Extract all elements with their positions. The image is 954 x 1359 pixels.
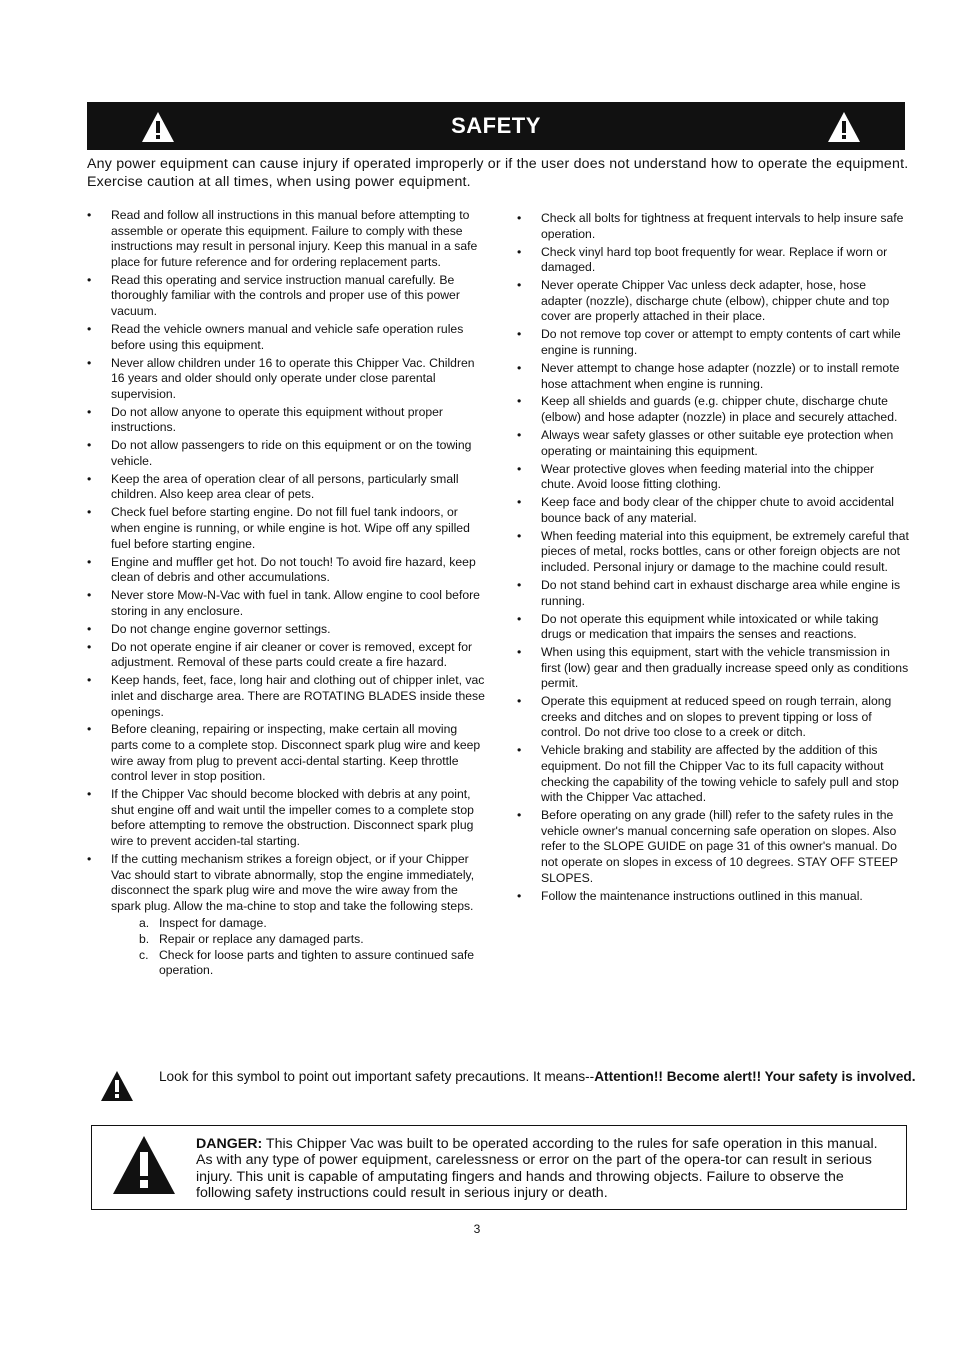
rule-text: Do not allow passengers to ride on this equipment or on the towing vehicle. (111, 438, 472, 468)
rule-text: Keep hands, feet, face, long hair and clothing out of chipper inlet, vac inlet and discharge area. There are ROTATING BLADES inside these openings. (111, 673, 485, 719)
rule-text: When feeding material into this equipment, be extremely careful that pieces of metal, rocks bottles, cans or other foreign objects are not included. Personal injury or damage to the machine could result. (541, 528, 909, 574)
bullet-icon: • (87, 673, 92, 688)
bullet-icon: • (517, 211, 522, 225)
attention-emphasis: Attention!! Become alert!! Your safety is involved. (594, 1069, 916, 1084)
danger-text (196, 1136, 896, 1202)
danger-box (91, 1125, 907, 1210)
rule-text: If the Chipper Vac should become blocked with debris at any point, shut engine off and wait until the impeller comes to a complete stop before attempting to remove the obstruction. Disconnect spark plug wire to prevent acciden-tal starting. (111, 787, 474, 849)
rule-item (87, 405, 487, 436)
rule-item (87, 356, 487, 403)
bullet-icon: • (517, 528, 522, 543)
rule-text: Read and follow all instructions in this manual before attempting to assemble or operate this equipment. Failure to comply with these instructions may result in personal injury. Keep this manual in a safe place for future reference and for ordering replacement parts. (111, 208, 478, 269)
bullet-icon: • (87, 272, 92, 287)
page-number: 3 (473, 1222, 481, 1236)
rule-item (517, 428, 909, 459)
banner-title: SAFETY (451, 113, 541, 138)
rule-item (87, 588, 487, 619)
attention-note (100, 1068, 920, 1104)
bullet-icon: • (87, 404, 92, 419)
rule-text: Keep all shields and guards (e.g. chipper chute, discharge chute (elbow) and hose adapter (nozzle) in place and securely attached. (541, 394, 898, 425)
rule-text: Do not change engine governor settings. (111, 621, 331, 636)
rule-item (517, 889, 909, 905)
bullet-icon: • (87, 621, 92, 636)
rule-item (517, 612, 909, 643)
warning-triangle-icon (100, 1070, 134, 1102)
danger-body: This Chipper Vac was built to be operated according to the rules for safe operation in this manual. As with any type of power equipment, carelessness or error on the part of the opera-tor can result in serious injury. This unit is capable of amputating fingers and hands and throwing objects. Failure to observe the following safety instructions could result in serious injury or death. (196, 1136, 878, 1202)
rule-item (87, 438, 487, 469)
sub-step (139, 948, 487, 979)
rule-text: Operate this equipment at reduced speed on rough terrain, along creeks and ditches and on slopes to prevent tipping or loss of control. Do not drive too close to a creek or ditch. (541, 694, 892, 740)
bullet-icon: • (517, 694, 522, 709)
rule-text: Before cleaning, repairing or inspecting, make certain all moving parts come to a complete stop. Disconnect spark plug wire and keep wire away from plug to prevent acci-dental starting. Keep throttle control lever in stop position. (111, 722, 481, 784)
rule-item (517, 694, 909, 741)
bullet-icon: • (517, 645, 522, 660)
rule-text: Never attempt to change hose adapter (nozzle) or to install remote hose attachment when engine is running. (541, 360, 900, 391)
bullet-icon: • (87, 787, 92, 802)
rule-item (517, 529, 909, 576)
rule-item (87, 208, 487, 270)
rule-item (87, 722, 487, 784)
bullet-icon: • (87, 852, 92, 867)
bullet-icon: • (87, 554, 92, 569)
rule-item (517, 327, 909, 358)
sub-step-text: Repair or replace any damaged parts. (159, 931, 364, 946)
rule-text: Check all bolts for tightness at frequent intervals to help insure safe operation. (541, 211, 904, 241)
bullet-icon: • (517, 808, 522, 823)
sub-step-marker: b. (139, 931, 150, 946)
rule-text: Read the vehicle owners manual and vehicle safe operation rules before using this equipment. (111, 321, 464, 352)
rule-item (517, 211, 909, 242)
warning-triangle-icon (111, 1134, 177, 1196)
rule-text: Keep the area of operation clear of all persons, particularly small children. Also keep area clear of pets. (111, 471, 459, 502)
bullet-icon: • (87, 208, 92, 222)
rule-text: Do not stand behind cart in exhaust discharge area while engine is running. (541, 577, 901, 608)
safety-rules-right-column (517, 211, 909, 907)
warning-triangle-icon (827, 111, 861, 143)
sub-steps-list (139, 916, 487, 978)
safety-rules-left-column (87, 208, 487, 981)
rule-text: Before operating on any grade (hill) refer to the safety rules in the vehicle owner's manual concerning safe operation on slopes. Also refer to the SLOPE GUIDE on page 31 of this owner's manual. Do not operate on slopes in excess of 10 degrees. STAY OFF STEEP SLOPES. (541, 808, 898, 885)
rule-text: Read this operating and service instruction manual carefully. Be thoroughly familiar with the controls and proper use of this power vacuum. (111, 272, 460, 318)
danger-label: DANGER: (196, 1136, 263, 1152)
rule-item (517, 245, 909, 276)
rule-text: Never store Mow-N-Vac with fuel in tank. Allow engine to cool before storing in any enclosure. (111, 588, 480, 618)
rule-item (517, 645, 909, 692)
rule-text: Do not allow anyone to operate this equipment without proper instructions. (111, 404, 443, 435)
rule-text: If the cutting mechanism strikes a foreign object, or if your Chipper Vac should start to vibrate abnormally, stop the engine immediately, disconnect the spark plug wire and move the wire away from the spark plug. Allow the ma-chine to stop and take the following steps. (111, 852, 475, 913)
rule-item (87, 555, 487, 586)
intro-paragraph: Any power equipment can cause injury if operated improperly or if the user does not understand how to operate the equipment. Exercise caution at all times, when using power equipment. (87, 156, 909, 190)
bullet-icon: • (87, 321, 92, 336)
bullet-icon: • (517, 461, 522, 476)
bullet-icon: • (517, 394, 522, 409)
rule-text: Do not operate engine if air cleaner or cover is removed, except for adjustment. Removal of these parts could create a fire hazard. (111, 639, 473, 670)
bullet-icon: • (517, 611, 522, 626)
attention-lead: Look for this symbol to point out important safety precautions. It means-- (159, 1069, 595, 1084)
attention-text (159, 1068, 919, 1085)
warning-triangle-icon (141, 111, 175, 143)
rule-item (87, 673, 487, 720)
bullet-icon: • (517, 278, 522, 293)
sub-step (139, 916, 487, 932)
bullet-icon: • (517, 327, 522, 342)
rule-text: Engine and muffler get hot. Do not touch! To avoid fire hazard, keep clean of debris and other accumulations. (111, 554, 476, 585)
rule-item (87, 273, 487, 320)
rule-text: When using this equipment, start with the vehicle transmission in first (low) gear and then gradually increase speed only as conditions permit. (541, 645, 909, 691)
bullet-icon: • (87, 639, 92, 654)
sub-step-marker: c. (139, 947, 149, 962)
sub-step (139, 932, 487, 948)
rule-text: Wear protective gloves when feeding material into the chipper chute. Avoid loose fitting clothing. (541, 461, 875, 492)
rule-item (87, 640, 487, 671)
bullet-icon: • (87, 505, 92, 520)
rule-text: Do not operate this equipment while intoxicated or while taking drugs or medication that impairs the senses and reactions. (541, 611, 879, 642)
sub-step-text: Check for loose parts and tighten to assure continued safe operation. (159, 947, 475, 978)
rule-text: Keep face and body clear of the chipper chute to avoid accidental bounce back of any material. (541, 495, 894, 525)
bullet-icon: • (87, 722, 92, 737)
rule-item (517, 361, 909, 392)
rule-item (87, 505, 487, 552)
rule-item (87, 622, 487, 638)
bullet-icon: • (87, 438, 92, 453)
bullet-icon: • (517, 244, 522, 259)
rule-item (517, 462, 909, 493)
rule-text: Check vinyl hard top boot frequently for wear. Replace if worn or damaged. (541, 244, 888, 275)
bullet-icon: • (87, 588, 92, 603)
bullet-icon: • (517, 428, 522, 443)
rule-text: Never operate Chipper Vac unless deck adapter, hose, hose adapter (nozzle), discharge chute (elbow), chipper chute and top cover are properly attached in their place. (541, 278, 890, 324)
rule-text: Always wear safety glasses or other suitable eye protection when operating or maintaining this equipment. (541, 428, 894, 458)
bullet-icon: • (517, 577, 522, 592)
rule-item (517, 394, 909, 425)
rule-item (517, 743, 909, 805)
safety-banner (87, 102, 905, 150)
rule-text: Do not remove top cover or attempt to empty contents of cart while engine is running. (541, 327, 901, 357)
rule-text: Vehicle braking and stability are affected by the addition of this equipment. Do not fill the Chipper Vac to its full capacity without checking the capability of the towing vehicle to safely pull and stop with the Chipper Vac attached. (541, 743, 899, 805)
bullet-icon: • (517, 495, 522, 510)
rule-text: Follow the maintenance instructions outlined in this manual. (541, 888, 863, 903)
bullet-icon: • (517, 888, 522, 903)
sub-step-text: Inspect for damage. (159, 916, 267, 931)
rule-item (87, 787, 487, 849)
bullet-icon: • (517, 360, 522, 375)
rule-text: Never allow children under 16 to operate this Chipper Vac. Children 16 years and older should only operate under close parental supervision. (111, 355, 475, 401)
rule-item (87, 322, 487, 353)
rule-item (517, 495, 909, 526)
rule-item (517, 808, 909, 886)
bullet-icon: • (87, 355, 92, 370)
bullet-icon: • (87, 471, 92, 486)
bullet-icon: • (517, 743, 522, 758)
rule-item (87, 472, 487, 503)
rule-item (517, 278, 909, 325)
rule-item (517, 578, 909, 609)
rule-item (87, 852, 487, 979)
rule-text: Check fuel before starting engine. Do not fill fuel tank indoors, or when engine is running, or while engine is hot. Wipe off any spilled fuel before starting engine. (111, 505, 470, 551)
sub-step-marker: a. (139, 916, 150, 931)
